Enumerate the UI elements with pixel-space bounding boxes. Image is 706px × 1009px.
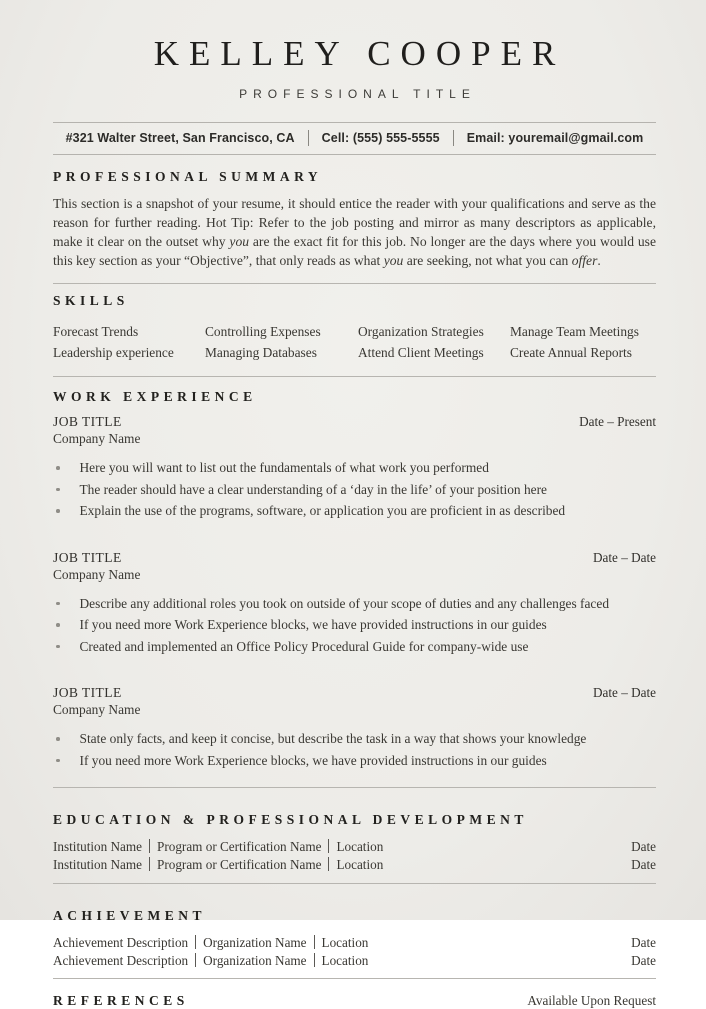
bullet-text: State only facts, and keep it concise, but describe the task in a way that shows your knowledge xyxy=(79,731,587,747)
institution-name: Institution Name xyxy=(53,856,143,872)
bullet-text: Here you will want to list out the fundamentals of what work you performed xyxy=(79,460,489,476)
institution-name: Institution Name xyxy=(53,839,143,855)
pipe-divider-icon xyxy=(149,857,150,871)
education-date: Date xyxy=(631,839,656,855)
bullet-dot-icon xyxy=(56,488,60,492)
contact-email: Email: youremail@gmail.com xyxy=(466,131,644,146)
achievement-row-left xyxy=(53,952,368,970)
achievement-date: Date xyxy=(631,952,656,968)
bullet-item xyxy=(53,500,656,522)
job-title: JOB TITLE xyxy=(53,414,122,430)
section-work-experience xyxy=(53,377,656,771)
job-company: Company Name xyxy=(53,702,141,718)
achievement-description: Achievement Description xyxy=(53,952,189,968)
section-divider xyxy=(53,883,656,884)
education-rows xyxy=(53,838,656,873)
contact-address: #321 Walter Street, San Francisco, CA xyxy=(65,131,295,146)
organization-name: Organization Name xyxy=(203,935,307,951)
professional-title: PROFESSIONAL TITLE xyxy=(239,87,476,102)
bullet-text: If you need more Work Experience blocks, we have provided instructions in our guides xyxy=(79,752,547,768)
skill-item: Leadership experience xyxy=(53,345,174,361)
location: Location xyxy=(321,952,369,968)
contact-bar xyxy=(53,122,656,155)
pipe-divider-icon xyxy=(195,953,196,967)
bullet-text: Explain the use of the programs, software, or application you are proficient in as described xyxy=(79,503,566,519)
section-heading-summary: PROFESSIONAL SUMMARY xyxy=(53,169,323,185)
section-achievement xyxy=(53,898,656,969)
summary-paragraph: This section is a snapshot of your resume, it should entice the reader with your qualifications and serve as the reason for further reading. Hot Tip: Refer to the job posting and mirror as many descriptors as applicable, make it clear on the outset why you are the exact fit for this job. No longer are the days where you would use this key section as your “Objective”, that only reads as what you are seeking, not what you can offer. xyxy=(53,196,656,269)
section-education xyxy=(53,802,656,873)
section-heading-work-experience: WORK EXPERIENCE xyxy=(53,389,257,405)
section-divider xyxy=(53,978,656,979)
pipe-divider-icon xyxy=(195,935,196,949)
location: Location xyxy=(321,935,369,951)
job-title: JOB TITLE xyxy=(53,549,122,565)
job-header xyxy=(53,550,656,566)
education-date: Date xyxy=(631,856,656,872)
bullet-text: If you need more Work Experience blocks, we have provided instructions in our guides xyxy=(79,617,547,633)
job-dates: Date – Date xyxy=(593,549,656,565)
pipe-divider-icon xyxy=(149,839,150,853)
job-dates: Date – Present xyxy=(579,414,656,430)
bullet-text: The reader should have a clear understanding of a ‘day in the life’ of your position here xyxy=(79,481,548,497)
bullet-item xyxy=(53,593,656,615)
references-value: Available Upon Request xyxy=(527,993,656,1009)
skill-item: Managing Databases xyxy=(205,345,317,361)
bullet-item xyxy=(53,728,656,750)
job-title: JOB TITLE xyxy=(53,685,122,701)
job-entry xyxy=(53,685,656,771)
section-heading-references: REFERENCES xyxy=(53,993,189,1009)
bullet-dot-icon xyxy=(56,602,60,606)
achievement-row xyxy=(53,934,656,952)
pipe-divider-icon xyxy=(314,935,315,949)
pipe-divider-icon xyxy=(328,839,329,853)
pipe-divider-icon xyxy=(328,857,329,871)
achievement-row-left xyxy=(53,934,368,952)
job-entry xyxy=(53,550,656,658)
bullet-item xyxy=(53,614,656,636)
education-row-left xyxy=(53,838,383,856)
job-company: Company Name xyxy=(53,566,141,582)
bullet-item xyxy=(53,750,656,772)
program-name: Program or Certification Name xyxy=(157,856,322,872)
bullet-dot-icon xyxy=(56,466,60,470)
bullet-text: Describe any additional roles you took on outside of your scope of duties and any challenges faced xyxy=(79,595,610,611)
education-row xyxy=(53,838,656,856)
job-company: Company Name xyxy=(53,431,141,447)
pipe-divider-icon xyxy=(314,953,315,967)
job-header xyxy=(53,685,656,701)
header xyxy=(53,34,656,101)
skill-item: Organization Strategies xyxy=(358,324,484,340)
education-row xyxy=(53,856,656,874)
bullet-item xyxy=(53,457,656,479)
skills-grid xyxy=(53,322,656,363)
skill-item: Forecast Trends xyxy=(53,324,139,340)
section-divider xyxy=(53,787,656,788)
skill-item: Controlling Expenses xyxy=(205,324,321,340)
achievement-rows xyxy=(53,934,656,969)
bullet-dot-icon xyxy=(56,645,60,649)
job-bullet-list xyxy=(53,593,656,658)
achievement-date: Date xyxy=(631,935,656,951)
bullet-dot-icon xyxy=(56,509,60,513)
location: Location xyxy=(336,856,384,872)
bullet-item xyxy=(53,636,656,658)
skill-item: Create Annual Reports xyxy=(510,345,632,361)
education-row-left xyxy=(53,856,383,874)
section-heading-education: EDUCATION & PROFESSIONAL DEVELOPMENT xyxy=(53,812,528,828)
job-bullet-list xyxy=(53,457,656,522)
skill-item: Manage Team Meetings xyxy=(510,324,639,340)
bullet-dot-icon xyxy=(56,623,60,627)
job-entry xyxy=(53,414,656,522)
section-references xyxy=(53,993,656,1009)
section-heading-skills: SKILLS xyxy=(53,293,129,309)
bullet-dot-icon xyxy=(56,759,60,763)
program-name: Program or Certification Name xyxy=(157,839,322,855)
job-bullet-list xyxy=(53,728,656,771)
bullet-item xyxy=(53,479,656,501)
section-skills xyxy=(53,284,656,363)
job-header xyxy=(53,414,656,430)
separator-bar-icon xyxy=(453,130,454,146)
candidate-name: KELLEY COOPER xyxy=(153,34,566,73)
bullet-text: Created and implemented an Office Policy Procedural Guide for company-wide use xyxy=(79,638,529,654)
organization-name: Organization Name xyxy=(203,952,307,968)
achievement-row xyxy=(53,952,656,970)
job-dates: Date – Date xyxy=(593,685,656,701)
section-professional-summary xyxy=(53,169,656,270)
separator-bar-icon xyxy=(308,130,309,146)
achievement-description: Achievement Description xyxy=(53,935,189,951)
skill-item: Attend Client Meetings xyxy=(358,345,484,361)
bullet-dot-icon xyxy=(56,737,60,741)
contact-cell: Cell: (555) 555-5555 xyxy=(321,131,440,146)
location: Location xyxy=(336,839,384,855)
section-heading-achievement: ACHIEVEMENT xyxy=(53,908,207,924)
